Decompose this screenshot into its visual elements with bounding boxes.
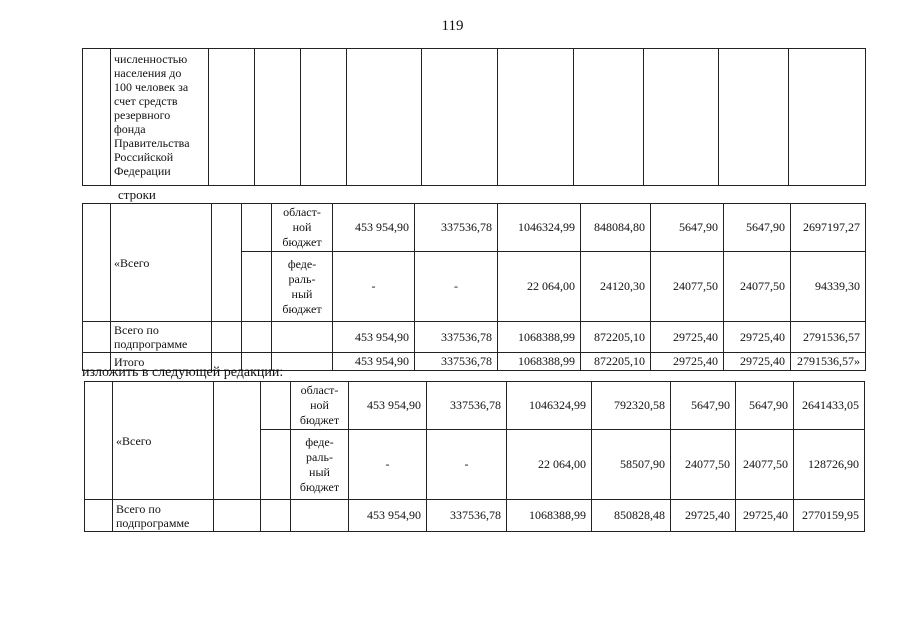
table-cell xyxy=(272,322,333,353)
value-cell: 2641433,05 xyxy=(794,382,865,430)
table-cell xyxy=(214,382,261,500)
value-cell: - xyxy=(427,430,507,500)
vsego-label: «Всего xyxy=(111,204,212,322)
budget-line: феде- xyxy=(287,256,317,271)
value-cell: 792320,58 xyxy=(592,382,671,430)
budget-line: бюджет xyxy=(299,413,340,427)
value-cell: 848084,80 xyxy=(581,204,651,252)
value-cell: 453 954,90 xyxy=(349,500,427,532)
value-cell: 24077,50 xyxy=(671,430,736,500)
value-cell: - xyxy=(415,252,498,322)
label-line: подпрограмме xyxy=(116,515,190,530)
table-continuation xyxy=(82,48,866,186)
table-cell xyxy=(85,500,113,532)
label-line: Всего по xyxy=(116,501,161,516)
value-cell: 872205,10 xyxy=(581,322,651,353)
budget-line: бюджет xyxy=(299,479,340,494)
budget-type-regional xyxy=(272,204,333,252)
program-total-label xyxy=(111,322,212,353)
table-new-wording xyxy=(84,381,865,532)
description-line: Федерации xyxy=(114,164,171,178)
value-cell: 29725,40 xyxy=(724,353,791,371)
value-cell: 2791536,57 xyxy=(791,322,866,353)
value-cell: 5647,90 xyxy=(671,382,736,430)
value-cell: 128726,90 xyxy=(794,430,865,500)
description-line: населения до xyxy=(114,66,182,80)
budget-line: ный xyxy=(309,464,330,479)
value-cell: 24077,50 xyxy=(651,252,724,322)
table-old-wording xyxy=(82,203,866,371)
table-cell xyxy=(498,49,574,186)
value-cell: 337536,78 xyxy=(415,322,498,353)
value-cell: 337536,78 xyxy=(415,204,498,252)
value-cell: 1068388,99 xyxy=(498,353,581,371)
value-cell: 5647,90 xyxy=(651,204,724,252)
table-cell xyxy=(719,49,789,186)
value-cell: 29725,40 xyxy=(671,500,736,532)
value-cell: 22 064,00 xyxy=(498,252,581,322)
table-cell xyxy=(212,204,242,322)
page-number: 119 xyxy=(441,18,464,34)
value-cell: 337536,78 xyxy=(415,353,498,371)
table-cell xyxy=(422,49,498,186)
value-cell: 1046324,99 xyxy=(507,382,592,430)
budget-line: област- xyxy=(300,383,339,397)
value-cell: 5647,90 xyxy=(736,382,794,430)
budget-line: област- xyxy=(283,205,321,219)
program-total-label xyxy=(113,500,214,532)
table-cell xyxy=(261,430,291,500)
table-cell xyxy=(242,322,272,353)
budget-line: ной xyxy=(292,220,312,234)
value-cell: 337536,78 xyxy=(427,500,507,532)
description-line: 100 человек за xyxy=(114,80,189,94)
table-cell xyxy=(261,500,291,532)
table-cell xyxy=(212,322,242,353)
caption-strings: строки xyxy=(118,187,156,202)
table-cell xyxy=(85,382,113,500)
table-cell xyxy=(242,204,272,252)
value-cell: 1068388,99 xyxy=(498,322,581,353)
table-cell xyxy=(574,49,644,186)
value-cell: 453 954,90 xyxy=(333,204,415,252)
value-cell: 2770159,95 xyxy=(794,500,865,532)
value-cell: 337536,78 xyxy=(427,382,507,430)
table-cell xyxy=(261,382,291,430)
budget-line: ный xyxy=(291,286,313,301)
budget-line: раль- xyxy=(288,271,316,286)
table-cell xyxy=(301,49,347,186)
value-cell: 24120,30 xyxy=(581,252,651,322)
value-cell: 1068388,99 xyxy=(507,500,592,532)
budget-line: феде- xyxy=(305,434,334,449)
table-cell xyxy=(255,49,301,186)
table-cell xyxy=(242,252,272,322)
value-cell: - xyxy=(333,252,415,322)
description-line: фонда xyxy=(114,122,146,136)
table-cell xyxy=(214,500,261,532)
caption-new-wording: изложить в следующей редакции: xyxy=(82,365,284,380)
label-line: Всего по xyxy=(114,323,159,337)
value-cell: 872205,10 xyxy=(581,353,651,371)
value-cell: 453 954,90 xyxy=(333,353,415,371)
budget-type-regional xyxy=(291,382,349,430)
value-cell: - xyxy=(349,430,427,500)
value-cell: 29725,40 xyxy=(736,500,794,532)
table-cell xyxy=(83,322,111,353)
table-cell xyxy=(644,49,719,186)
budget-line: раль- xyxy=(306,449,333,464)
budget-line: бюджет xyxy=(282,301,322,316)
value-cell: 1046324,99 xyxy=(498,204,581,252)
table-cell xyxy=(83,204,111,322)
value-cell: 5647,90 xyxy=(724,204,791,252)
description-line: численностью xyxy=(114,52,188,66)
value-cell: 58507,90 xyxy=(592,430,671,500)
budget-type-federal xyxy=(291,430,349,500)
description-line: резервного xyxy=(114,108,171,122)
value-cell: 24077,50 xyxy=(724,252,791,322)
value-cell: 850828,48 xyxy=(592,500,671,532)
table-cell xyxy=(209,49,255,186)
budget-line: ной xyxy=(310,398,329,412)
value-cell: 2791536,57» xyxy=(791,353,866,371)
description-line: Правительства xyxy=(114,136,190,150)
label-line: подпрограмме xyxy=(114,337,188,351)
table-cell xyxy=(291,500,349,532)
value-cell: 453 954,90 xyxy=(333,322,415,353)
vsego-label: «Всего xyxy=(113,382,214,500)
table-cell xyxy=(347,49,422,186)
itogo-label: Итого xyxy=(111,353,212,371)
table-cell xyxy=(83,49,111,186)
value-cell: 2697197,27 xyxy=(791,204,866,252)
value-cell: 453 954,90 xyxy=(349,382,427,430)
budget-line: бюджет xyxy=(282,235,322,249)
value-cell: 24077,50 xyxy=(736,430,794,500)
table-cell xyxy=(789,49,866,186)
value-cell: 22 064,00 xyxy=(507,430,592,500)
value-cell: 29725,40 xyxy=(651,353,724,371)
value-cell: 29725,40 xyxy=(724,322,791,353)
budget-type-federal xyxy=(272,252,333,322)
value-cell: 29725,40 xyxy=(651,322,724,353)
row-description xyxy=(111,49,209,186)
description-line: счет средств xyxy=(114,94,178,108)
value-cell: 94339,30 xyxy=(791,252,866,322)
description-line: Российской xyxy=(114,150,174,164)
